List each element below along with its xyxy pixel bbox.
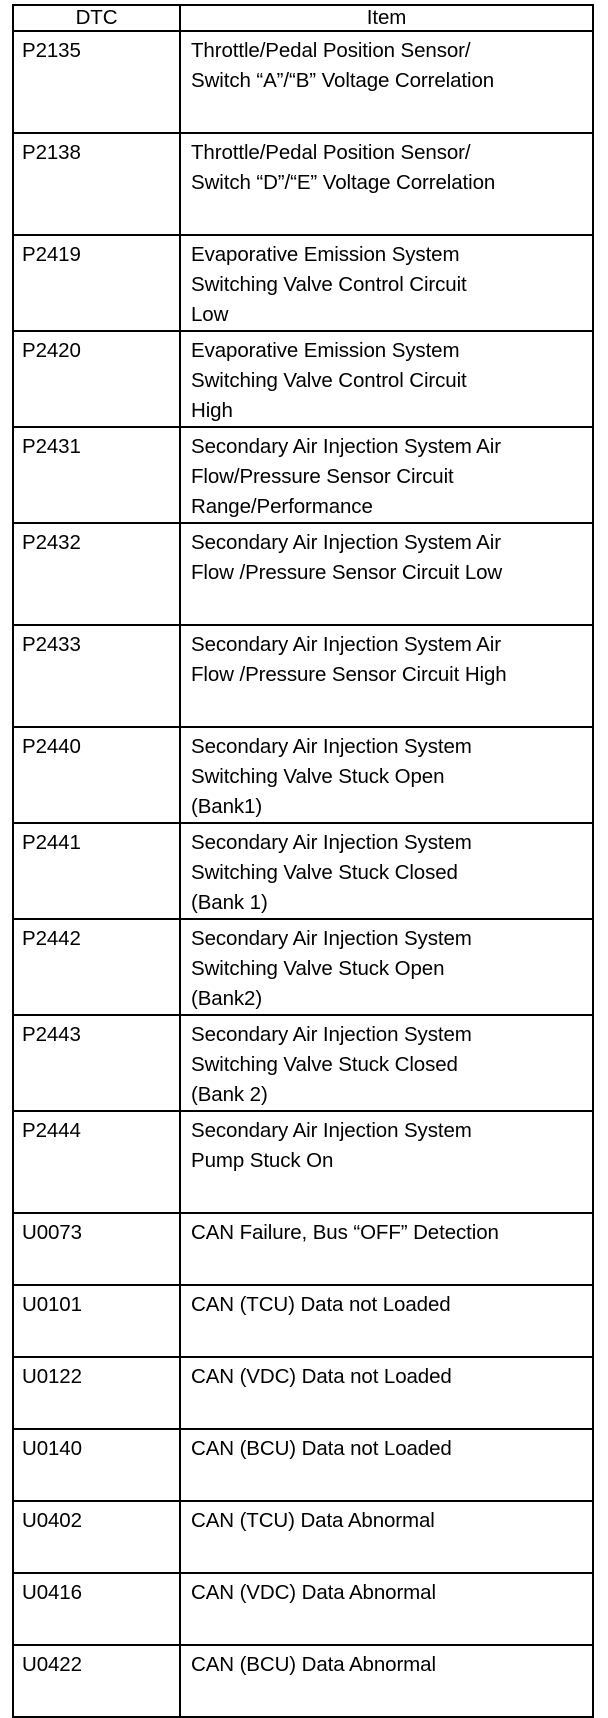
dtc-code-cell: P2135 (13, 31, 180, 133)
dtc-item-cell (180, 727, 593, 823)
dtc-code-cell: U0422 (13, 1645, 180, 1717)
dtc-item-cell (180, 1111, 593, 1213)
item-description-line: Secondary Air Injection System (191, 735, 472, 758)
dtc-item-cell (180, 427, 593, 523)
item-description-line: (Bank2) (191, 987, 263, 1010)
dtc-item-cell (180, 31, 593, 133)
dtc-table (12, 4, 594, 1718)
item-description-line: (Bank 1) (191, 891, 268, 914)
dtc-item-cell (180, 919, 593, 1015)
dtc-code-cell: P2440 (13, 727, 180, 823)
table-row (13, 1015, 593, 1111)
item-description-line: Secondary Air Injection System (191, 1023, 472, 1046)
table-row (13, 727, 593, 823)
item-description-line: Switch “D”/“E” Voltage Correlation (191, 171, 496, 194)
table-header (13, 5, 593, 31)
dtc-item-cell (180, 823, 593, 919)
item-description-line: Flow/Pressure Sensor Circuit (191, 465, 454, 488)
item-description-line: Switching Valve Control Circuit (191, 369, 467, 392)
item-description-line: Secondary Air Injection System (191, 1119, 472, 1142)
item-description-line: Secondary Air Injection System Air (191, 531, 501, 554)
item-description-line: (Bank1) (191, 795, 263, 818)
dtc-code-cell: U0140 (13, 1429, 180, 1501)
dtc-code-cell: P2432 (13, 523, 180, 625)
item-description-line: Switching Valve Stuck Open (191, 765, 445, 788)
item-description-line: CAN (TCU) Data not Loaded (191, 1293, 451, 1316)
item-description-line: CAN Failure, Bus “OFF” Detection (191, 1221, 499, 1244)
item-description-line: CAN (TCU) Data Abnormal (191, 1509, 435, 1532)
dtc-code-cell: P2443 (13, 1015, 180, 1111)
dtc-code-cell: U0402 (13, 1501, 180, 1573)
item-description-line: Throttle/Pedal Position Sensor/ (191, 39, 471, 62)
dtc-item-cell (180, 1573, 593, 1645)
table-row (13, 625, 593, 727)
header-row (13, 5, 593, 31)
item-description-line: Switching Valve Stuck Closed (191, 861, 458, 884)
item-description-line: Secondary Air Injection System Air (191, 435, 501, 458)
item-description-line: Evaporative Emission System (191, 243, 460, 266)
item-description-line: CAN (VDC) Data Abnormal (191, 1581, 436, 1604)
column-header-dtc: DTC (13, 5, 180, 31)
table-body (13, 31, 593, 1717)
dtc-code-cell: P2433 (13, 625, 180, 727)
dtc-item-cell (180, 1213, 593, 1285)
dtc-item-cell (180, 1645, 593, 1717)
item-description-line: Switch “A”/“B” Voltage Correlation (191, 69, 495, 92)
table-row (13, 133, 593, 235)
dtc-item-cell (180, 1285, 593, 1357)
table-row (13, 31, 593, 133)
item-description-line: (Bank 2) (191, 1083, 268, 1106)
table-row (13, 523, 593, 625)
table-row (13, 235, 593, 331)
dtc-item-cell (180, 235, 593, 331)
dtc-code-cell: U0122 (13, 1357, 180, 1429)
dtc-item-cell (180, 1429, 593, 1501)
item-description-line: Secondary Air Injection System (191, 831, 472, 854)
dtc-code-cell: P2431 (13, 427, 180, 523)
item-description-line: Secondary Air Injection System Air (191, 633, 501, 656)
dtc-item-cell (180, 1501, 593, 1573)
dtc-code-cell: P2444 (13, 1111, 180, 1213)
table-row (13, 427, 593, 523)
table-row (13, 919, 593, 1015)
table-row (13, 1213, 593, 1285)
item-description-line: Pump Stuck On (191, 1149, 334, 1172)
dtc-code-cell: U0101 (13, 1285, 180, 1357)
item-description-line: Low (191, 303, 229, 326)
dtc-code-cell: P2138 (13, 133, 180, 235)
item-description-line: High (191, 399, 233, 422)
table-row (13, 823, 593, 919)
table-row (13, 1645, 593, 1717)
table-row (13, 331, 593, 427)
item-description-line: Switching Valve Control Circuit (191, 273, 467, 296)
dtc-code-cell: U0073 (13, 1213, 180, 1285)
dtc-code-cell: P2442 (13, 919, 180, 1015)
dtc-item-cell (180, 331, 593, 427)
table-row (13, 1573, 593, 1645)
item-description-line: CAN (VDC) Data not Loaded (191, 1365, 452, 1388)
table-row (13, 1111, 593, 1213)
table-row (13, 1285, 593, 1357)
item-description-line: Flow /Pressure Sensor Circuit High (191, 663, 507, 686)
item-description-line: Range/Performance (191, 495, 373, 518)
dtc-item-cell (180, 133, 593, 235)
column-header-item: Item (180, 5, 593, 31)
dtc-item-cell (180, 523, 593, 625)
dtc-item-cell (180, 625, 593, 727)
item-description-line: Switching Valve Stuck Open (191, 957, 445, 980)
item-description-line: Secondary Air Injection System (191, 927, 472, 950)
dtc-code-cell: U0416 (13, 1573, 180, 1645)
dtc-code-cell: P2419 (13, 235, 180, 331)
item-description-line: Flow /Pressure Sensor Circuit Low (191, 561, 503, 584)
item-description-line: Evaporative Emission System (191, 339, 460, 362)
dtc-item-cell (180, 1357, 593, 1429)
dtc-code-cell: P2420 (13, 331, 180, 427)
item-description-line: CAN (BCU) Data Abnormal (191, 1653, 436, 1676)
dtc-item-cell (180, 1015, 593, 1111)
table-row (13, 1357, 593, 1429)
table-row (13, 1429, 593, 1501)
table-row (13, 1501, 593, 1573)
item-description-line: Switching Valve Stuck Closed (191, 1053, 458, 1076)
item-description-line: CAN (BCU) Data not Loaded (191, 1437, 452, 1460)
item-description-line: Throttle/Pedal Position Sensor/ (191, 141, 471, 164)
dtc-code-cell: P2441 (13, 823, 180, 919)
